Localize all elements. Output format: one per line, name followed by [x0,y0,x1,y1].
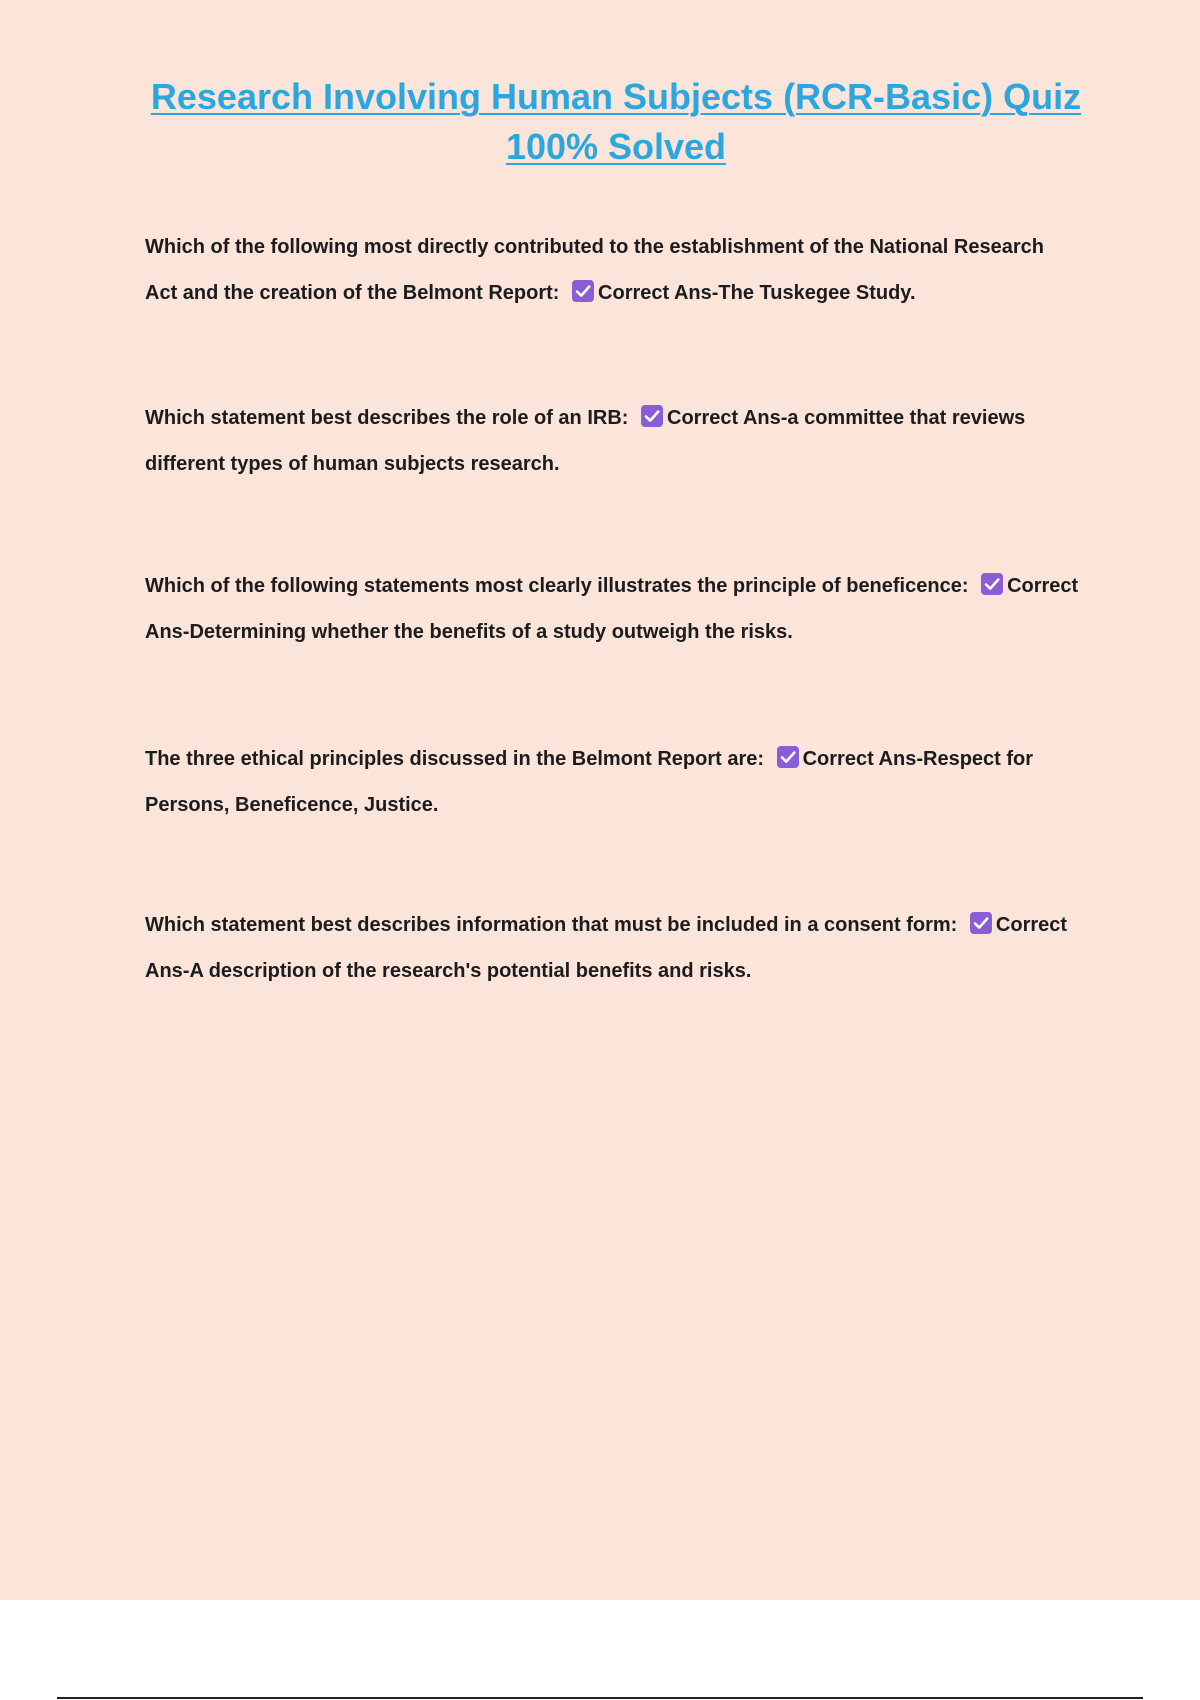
checkbox-checked-icon [980,572,1004,596]
question-text: Which of the following statements most clearly illustrates the principle of beneficence: [145,575,969,597]
title-line-2: 100% Solved [505,126,727,167]
checkbox-checked-icon [776,745,800,769]
qa-item-5 [145,902,1080,994]
answer-text: Correct Ans-a committee that reviews different types of human subjects research. [145,407,1026,475]
question-text: Which of the following most directly contributed to the establishment of the National Research Act and the creation of the Belmont Report: [145,236,1044,304]
qa-item-3 [145,563,1080,655]
answer-text: Correct Ans-A description of the research's potential benefits and risks. [145,914,1068,982]
checkbox-checked-icon [969,911,993,935]
qa-item-4 [145,736,1080,828]
answer-text: Correct Ans-Respect for Persons, Beneficence, Justice. [145,748,1034,816]
qa-item-1 [145,224,1080,316]
question-text: The three ethical principles discussed in the Belmont Report are: [145,748,765,770]
answer-text: Correct Ans-Determining whether the benefits of a study outweigh the risks. [145,575,1079,643]
checkbox-checked-icon [640,404,664,428]
qa-item-2 [145,395,1080,487]
question-text: Which statement best describes the role of an IRB: [145,407,629,429]
answer-text: Correct Ans-The Tuskegee Study. [598,282,916,304]
footer-divider [57,1697,1143,1699]
document-title [150,72,1082,172]
question-text: Which statement best describes information that must be included in a consent form: [145,914,958,936]
title-line-1: Research Involving Human Subjects (RCR-Basic) Quiz [150,76,1082,117]
checkbox-checked-icon [571,279,595,303]
